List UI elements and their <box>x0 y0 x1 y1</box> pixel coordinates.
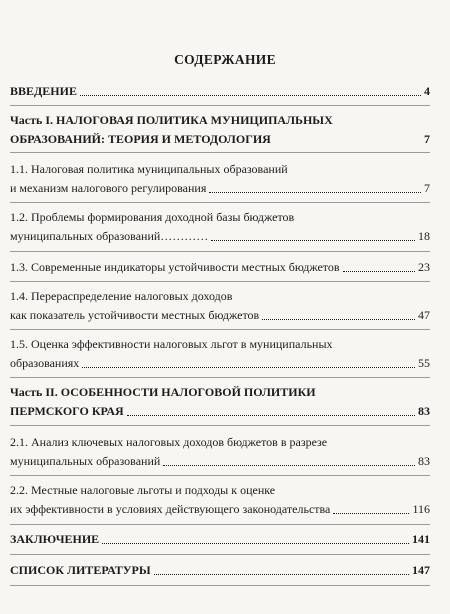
toc-entry-text: муниципальных образований………… <box>10 229 209 243</box>
toc-entry-1-3[interactable] <box>10 258 430 277</box>
toc-entry-conclusion[interactable] <box>10 530 430 549</box>
toc-page-number: 7 <box>424 181 430 195</box>
toc-entry-2-2[interactable] <box>10 481 430 519</box>
toc-entry-1-2[interactable] <box>10 208 430 246</box>
toc-page-number: 18 <box>418 229 430 243</box>
toc-entry-text: муниципальных образований <box>10 454 161 468</box>
toc-page-number: 55 <box>418 356 430 370</box>
toc-entry-text: ОБРАЗОВАНИЙ: ТЕОРИЯ И МЕТОДОЛОГИЯ <box>10 132 271 146</box>
toc-page-number: 141 <box>412 532 430 546</box>
dot-leader <box>211 240 415 241</box>
toc-entry-text: их эффективности в условиях действующего законодательства <box>10 502 331 516</box>
divider <box>10 105 430 106</box>
toc-entry-text: 1.2. Проблемы формирования доходной базы бюджетов <box>10 210 295 224</box>
dot-leader <box>333 513 409 514</box>
toc-entry-text: 2.2. Местные налоговые льготы и подходы к оценке <box>10 483 276 497</box>
toc-page-number: 147 <box>412 563 430 577</box>
toc-entry-introduction[interactable] <box>10 82 430 101</box>
toc-page-number: 7 <box>424 132 430 146</box>
toc-entry-text: Часть I. НАЛОГОВАЯ ПОЛИТИКА МУНИЦИПАЛЬНЫХ <box>10 113 333 127</box>
toc-title: СОДЕРЖАНИЕ <box>174 52 276 67</box>
dot-leader <box>343 271 415 272</box>
toc-entry-text: СПИСОК ЛИТЕРАТУРЫ <box>10 563 151 577</box>
toc-entry-text: 1.1. Налоговая политика муниципальных образований <box>10 162 288 176</box>
dot-leader <box>209 192 421 193</box>
toc-entry-text: образованиях <box>10 356 80 370</box>
dot-leader <box>262 319 415 320</box>
dot-leader <box>80 95 421 96</box>
toc-entry-text: 1.3. Современные индикаторы устойчивости местных бюджетов <box>10 260 340 274</box>
toc-entry-1-4[interactable] <box>10 287 430 325</box>
divider <box>10 425 430 426</box>
divider <box>10 202 430 203</box>
dot-leader <box>127 415 415 416</box>
toc-entry-text: как показатель устойчивости местных бюджетов <box>10 308 260 322</box>
dot-leader <box>154 574 409 575</box>
toc-entry-2-1[interactable] <box>10 433 430 471</box>
toc-entry-text: 1.5. Оценка эффективности налоговых льгот в муниципальных <box>10 337 333 351</box>
divider <box>10 377 430 378</box>
toc-entry-1-1[interactable] <box>10 160 430 198</box>
toc-entry-bibliography[interactable] <box>10 561 430 580</box>
divider <box>10 251 430 252</box>
divider <box>10 281 430 282</box>
dot-leader <box>82 367 415 368</box>
dot-leader <box>163 465 415 466</box>
divider <box>10 524 430 525</box>
toc-entry-1-5[interactable] <box>10 335 430 373</box>
toc-page-number: 83 <box>418 454 430 468</box>
dot-leader <box>102 543 409 544</box>
toc-page-number: 23 <box>418 260 430 274</box>
toc-entry-text: 2.1. Анализ ключевых налоговых доходов бюджетов в разрезе <box>10 435 328 449</box>
toc-page-number: 4 <box>424 84 430 98</box>
toc-entry-text: Часть II. ОСОБЕННОСТИ НАЛОГОВОЙ ПОЛИТИКИ <box>10 385 316 399</box>
toc-entry-text: ВВЕДЕНИЕ <box>10 84 77 98</box>
toc-page-number: 47 <box>418 308 430 322</box>
divider <box>10 329 430 330</box>
divider <box>10 475 430 476</box>
toc-page-number: 83 <box>418 404 430 418</box>
toc-entry-text: ПЕРМСКОГО КРАЯ <box>10 404 124 418</box>
toc-page-number: 116 <box>412 502 430 516</box>
toc-entry-text: 1.4. Перераспределение налоговых доходов <box>10 289 233 303</box>
toc-entry-part-1[interactable] <box>10 111 430 149</box>
divider <box>10 152 430 153</box>
toc-entry-part-2[interactable] <box>10 383 430 421</box>
toc-entry-text: и механизм налогового регулирования <box>10 181 207 195</box>
divider <box>10 585 430 586</box>
toc-entry-text: ЗАКЛЮЧЕНИЕ <box>10 532 100 546</box>
divider <box>10 554 430 555</box>
